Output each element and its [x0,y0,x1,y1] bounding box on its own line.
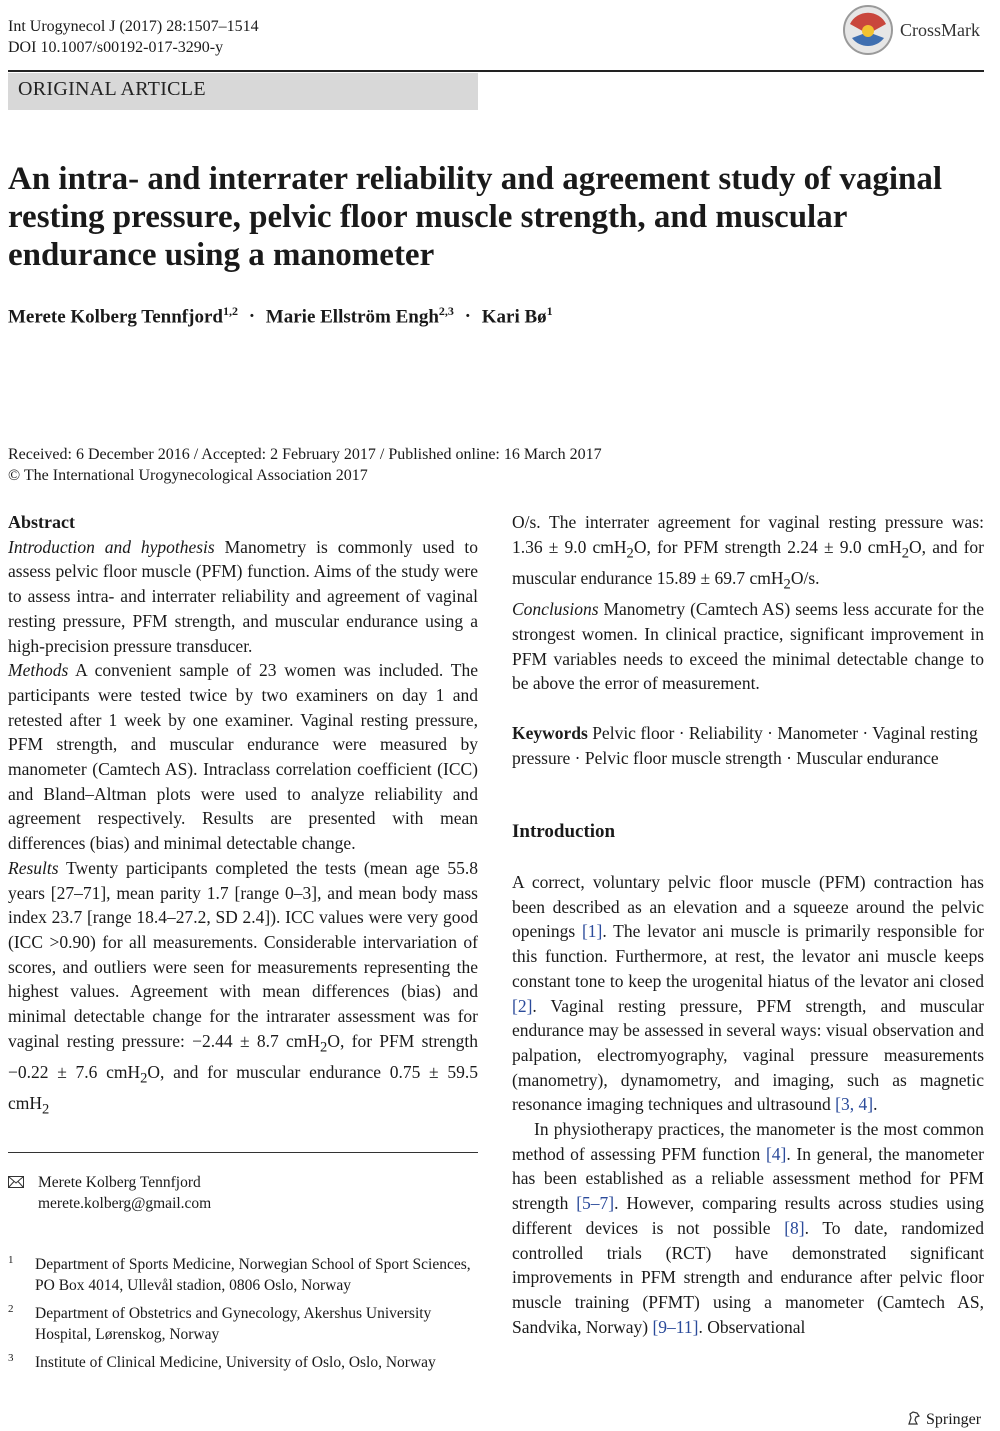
affiliation-text: Institute of Clinical Medicine, University of Oslo, Oslo, Norway [35,1354,436,1371]
abstract-section [8,510,478,1122]
body-text: A correct, voluntary pelvic floor muscle (PFM) contraction has been described as an elevation and a squeeze around the pelvic openings [512,872,984,942]
crossmark-label: CrossMark [900,20,980,40]
results-text: O, and for muscular endurance 15.89 ± 69.7 cmH [512,536,985,588]
results-text: O/s. The interrater agreement for vaginal resting pressure was: 1.36 ± 9.0 cmH [512,512,984,557]
subscript: 2 [140,1070,148,1087]
affiliation-number: 2 [8,1303,14,1315]
subscript: 2 [901,545,910,562]
doi-line[interactable]: DOI 10.1007/s00192-017-3290-y [8,39,224,56]
results-subheading: Results [8,857,59,878]
springer-horse-icon [906,1410,922,1426]
citation-link[interactable]: [9–11] [652,1316,699,1337]
article-title: An intra- and interrater reliability and agreement study of vaginal resting pressure, pelvic floor muscle strength, and muscular endurance using a manometer [8,161,943,273]
author-affiliation: 1 [546,304,553,318]
crossmark-icon [842,4,894,56]
conclusions-subheading: Conclusions [512,599,599,620]
footnote-divider [8,1152,478,1153]
body-text: In physiotherapy practices, the manometer is the most common method of assessing PFM function [512,1119,984,1164]
abstract-methods [8,658,478,856]
methods-text: A convenient sample of 23 women was included. The participants were tested twice by two examiners on day 1 and retested after 1 week by one examiner. Vaginal resting pressure, PFM strength, and muscular endurance were measured by manometer (Camtech AS). Intraclass correlation coefficient (ICC) and Bland–Altman plots were used to analyze reliability and agreement respectively. Results are presented with mean differences (bias) and minimal detectable change. [8,660,478,854]
subscript: 2 [42,1101,50,1118]
abstract-heading: Abstract [8,512,75,532]
corresponding-author-email[interactable]: merete.kolberg@gmail.com [38,1195,212,1212]
envelope-icon [8,1176,24,1188]
affiliation-text: Department of Sports Medicine, Norwegian School of Sport Sciences, PO Box 4014, Ullevål stadion, 0806 Oslo, Norway [35,1256,471,1294]
author-separator: · [464,306,471,328]
author-name[interactable]: Kari Bø [481,306,547,328]
subscript: 2 [320,1039,328,1056]
affiliation-number: 1 [8,1254,14,1266]
author-name[interactable]: Marie Ellström Engh [265,306,439,328]
publisher-name: Springer [926,1411,982,1428]
abstract-results-continued [512,510,984,597]
abstract-introduction [8,535,478,659]
journal-citation [8,16,259,58]
crossmark-badge[interactable] [842,4,992,56]
journal-line: Int Urogynecol J (2017) 28:1507–1514 [8,18,259,35]
corresponding-author-name: Merete Kolberg Tennfjord [38,1174,201,1191]
results-text: O, for PFM strength −0.22 ± 7.6 cmH [8,1030,478,1082]
citation-link[interactable]: [1] [581,921,603,942]
author-separator: · [248,306,256,328]
body-text: . Vaginal resting pressure, PFM strength, and muscular endurance may be assessed in several ways: visual observation and palpation, electromyography, vaginal pressure measurements (manometry), dynamometry, and imaging, such as magnetic resonance imaging techniques and ultrasound [512,995,984,1115]
results-text: O, for PFM strength 2.24 ± 9.0 cmH [633,536,902,557]
methods-subheading: Methods [8,660,69,681]
keywords-heading: Keywords [512,722,588,743]
intro-paragraph [512,1117,984,1339]
affiliation-text: Department of Obstetrics and Gynecology, Akershus University Hospital, Lørenskog, Norway [35,1305,432,1343]
publication-dates: Received: 6 December 2016 / Accepted: 2 February 2017 / Published online: 16 March 2017 [8,446,602,463]
citation-link[interactable]: [2] [512,995,533,1016]
subscript: 2 [783,576,791,593]
abstract-conclusions [512,597,984,696]
abstract-results [8,856,478,1123]
article-type: ORIGINAL ARTICLE [18,78,206,100]
author-affiliation: 2,3 [438,304,454,318]
intro-subheading: Introduction and hypothesis [8,536,215,557]
subscript: 2 [626,545,634,562]
copyright-line: © The International Urogynecological Association 2017 [8,467,368,484]
intro-text: Manometry is commonly used to assess pelvic floor muscle (PFM) function. Aims of the study were to assess intra- and interrater reliability and agreement of vaginal resting pressure, PFM strength, and muscular endurance using a high-precision pressure transducer. [8,536,478,656]
body-text: . Observational [698,1316,806,1337]
citation-link[interactable]: [4] [765,1143,787,1164]
author-affiliation: 1,2 [222,304,238,318]
right-column [512,510,984,1339]
results-text: Twenty participants completed the tests (mean age 55.8 years [27–71], mean parity 1.7 [range 0–3], and mean body mass index 23.7 [range 18.4–27.2, SD 2.4]). ICC values were very good (ICC >0.90) for all measurements. Considerable intervariation of scores, and outliers were seen for measurements representing the highest values. Agreement with mean differences (bias) and minimal detectable change for the intrarater assessment was for vaginal resting pressure: −2.44 ± 8.7 cmH [8,857,478,1051]
citation-link[interactable]: [8] [784,1217,805,1238]
header-divider [8,70,984,72]
intro-paragraph [512,870,984,1117]
results-text: O/s. [790,567,820,588]
body-text: . In general, the manometer has been established as a reliable assessment method for PFM strength [512,1143,985,1214]
body-text: . To date, randomized controlled trials (RCT) have demonstrated significant improvements in PFM strength and endurance after pelvic floor muscle training (PFMT) using a manometer (Camtech AS, Sandvika, Norway) [512,1217,985,1337]
affiliation-number: 3 [8,1352,14,1364]
publisher-logo [906,1410,981,1429]
body-text: . The levator ani muscle is primarily responsible for this function. Furthermore, at rest, the levator ani muscle keeps constant tone to keep the urogenital hiatus of the levator ani closed [512,921,984,991]
author-list [8,304,553,328]
keywords-text: Pelvic floor · Reliability · Manometer · Vaginal resting pressure · Pelvic floor muscle strength · Muscular endurance [512,722,978,768]
body-text: . [873,1094,878,1115]
citation-link[interactable]: [3, 4] [835,1094,874,1115]
author-name[interactable]: Merete Kolberg Tennfjord [8,306,223,328]
section-heading-introduction: Introduction [512,821,616,843]
conclusions-text: Manometry (Camtech AS) seems less accurate for the strongest women. In clinical practice, significant improvement in PFM variables needs to exceed the minimal detectable change to be above the error of measurement. [512,599,985,694]
body-text: . However, comparing results across studies using different devices is not possible [512,1193,985,1238]
citation-link[interactable]: [5–7] [576,1193,615,1214]
results-text: O, and for muscular endurance 0.75 ± 59.5 cmH [8,1061,478,1114]
keywords [512,721,984,770]
